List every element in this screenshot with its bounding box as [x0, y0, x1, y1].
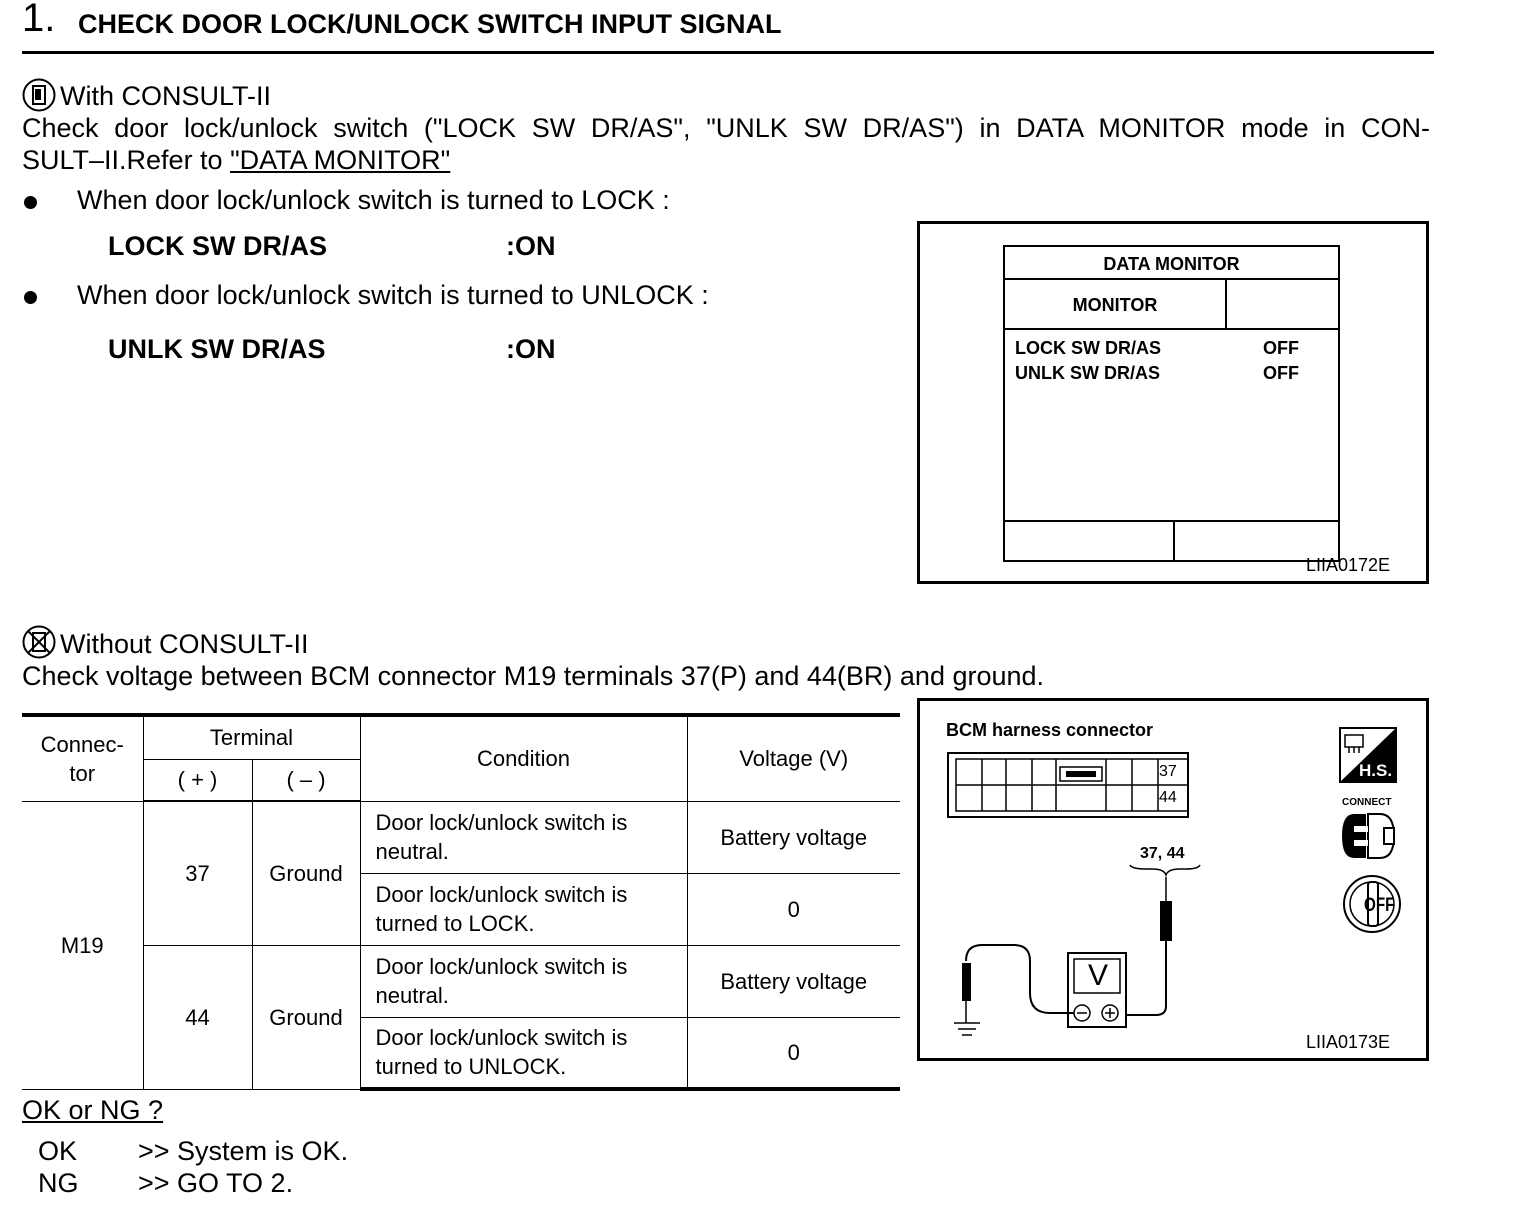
connector-cell: M19: [22, 801, 143, 1089]
table-row: [22, 801, 900, 873]
ng-label: NG: [38, 1168, 79, 1198]
header-connector-line1: Connec-: [40, 731, 124, 757]
step-title: CHECK DOOR LOCK/UNLOCK SWITCH INPUT SIGNAL: [78, 9, 782, 39]
disconnect-connector-icon: [1340, 810, 1396, 862]
voltage-table: [22, 713, 900, 1091]
condition-cell: [360, 945, 687, 1017]
header-voltage: Voltage (V): [687, 715, 900, 801]
voltage-cell: 0: [687, 873, 900, 945]
footer-divider: [1173, 522, 1175, 560]
header-minus: ( – ): [252, 759, 360, 801]
bcm-connector-title: BCM harness connector: [946, 720, 1154, 740]
header-connector: [22, 715, 143, 801]
table-row: [22, 945, 900, 1017]
data-monitor-header: [1005, 280, 1338, 330]
connect-label: CONNECT: [1342, 797, 1392, 808]
monitor-value: OFF: [1263, 338, 1299, 358]
condition-line: Door lock/unlock switch is: [375, 954, 628, 979]
header-plus: ( + ): [143, 759, 252, 801]
ok-action: >> System is OK.: [138, 1136, 349, 1166]
terminal-minus-cell: Ground: [252, 801, 360, 945]
bullet-icon: [24, 196, 37, 209]
figure2-code: LIIA0173E: [1306, 1032, 1391, 1052]
data-monitor-footer: [1005, 520, 1338, 560]
monitor-value: OFF: [1263, 363, 1299, 383]
without-consult-heading: Without CONSULT-II: [60, 629, 309, 659]
ignition-off-label: OFF: [1364, 895, 1395, 916]
header-rule: [22, 51, 1434, 54]
voltmeter-label: V: [1087, 959, 1108, 992]
monitor-item: UNLK SW DR/AS: [1015, 363, 1160, 383]
condition-line: Door lock/unlock switch is: [375, 1025, 628, 1051]
condition-line: turned to UNLOCK.: [375, 1054, 567, 1080]
condition-line: turned to LOCK.: [375, 911, 535, 936]
instruction-text: SULT–II.Refer to: [22, 145, 231, 175]
with-consult-instruction: Check door lock/unlock switch ("LOCK SW DR/AS", "UNLK SW DR/AS") in DATA MONITOR mode in CON-: [22, 113, 1430, 143]
terminal-plus-cell: 44: [143, 945, 252, 1089]
bullet-unlock-text: When door lock/unlock switch is turned to UNLOCK :: [77, 280, 709, 310]
lock-value: :ON: [506, 231, 556, 261]
ng-action[interactable]: >> GO TO 2.: [138, 1168, 294, 1198]
data-monitor-title: DATA MONITOR: [1005, 247, 1338, 280]
monitor-column-header: MONITOR: [1005, 280, 1227, 328]
with-consult-instruction-cont: [22, 144, 450, 176]
consult-tool-icon: [22, 78, 56, 112]
with-consult-heading: With CONSULT-II: [60, 81, 272, 111]
no-consult-icon: [22, 625, 56, 659]
pin-label-37: 37: [1159, 763, 1177, 780]
voltage-cell: Battery voltage: [687, 945, 900, 1017]
probe-label: 37, 44: [1140, 845, 1185, 862]
figure1-code: LIIA0172E: [1306, 555, 1391, 575]
ok-label: OK: [38, 1136, 78, 1166]
bullet-lock-text: When door lock/unlock switch is turned to LOCK :: [77, 185, 670, 215]
unlock-value: :ON: [506, 334, 556, 364]
without-consult-instruction: Check voltage between BCM connector M19 terminals 37(P) and 44(BR) and ground.: [22, 661, 1045, 691]
data-monitor-screen: [1003, 245, 1340, 562]
condition-line: neutral.: [375, 839, 449, 864]
result-question: OK or NG ?: [22, 1095, 164, 1125]
header-connector-line2: tor: [69, 760, 96, 786]
condition-line: neutral.: [375, 983, 449, 1008]
monitor-item: LOCK SW DR/AS: [1015, 338, 1161, 358]
condition-line: Door lock/unlock switch is: [375, 882, 628, 907]
condition-cell: [360, 1017, 687, 1089]
bullet-icon: [24, 291, 37, 304]
pin-label-44: 44: [1159, 789, 1177, 806]
hs-label: H.S.: [1359, 761, 1393, 780]
voltage-cell: Battery voltage: [687, 801, 900, 873]
condition-cell: [360, 873, 687, 945]
header-terminal: Terminal: [143, 715, 360, 759]
lock-item: LOCK SW DR/AS: [108, 231, 327, 261]
unlock-item: UNLK SW DR/AS: [108, 334, 326, 364]
terminal-minus-cell: Ground: [252, 945, 360, 1089]
header-condition: Condition: [360, 715, 687, 801]
terminal-plus-cell: 37: [143, 801, 252, 945]
condition-line: Door lock/unlock switch is: [375, 810, 628, 835]
voltage-cell: 0: [687, 1017, 900, 1089]
condition-cell: [360, 801, 687, 873]
step-number: 1.: [22, 0, 56, 40]
data-monitor-link[interactable]: "DATA MONITOR": [230, 145, 451, 175]
